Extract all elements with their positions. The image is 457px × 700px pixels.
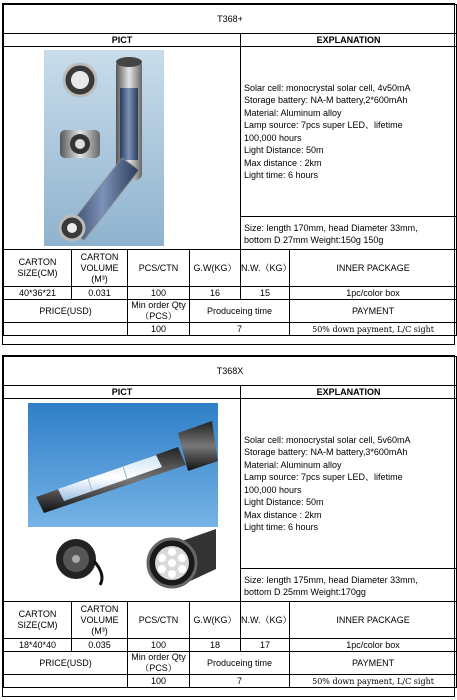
size-line-2: bottom D 25mm Weight:170gg — [244, 587, 366, 597]
carton-volume-value: 0.035 — [72, 639, 128, 652]
explanation-specs — [241, 399, 456, 569]
carton-size-value: 40*36*21 — [4, 287, 72, 300]
flashlight-led-photo — [138, 529, 216, 591]
product-picture-cell — [4, 399, 241, 602]
spec-lifetime: 100,000 hours — [244, 132, 302, 143]
product-sheet-t368-plus — [2, 3, 455, 345]
explanation-specs — [241, 47, 456, 217]
pcs-ctn-value: 100 — [128, 287, 190, 300]
pict-header: PICT — [4, 34, 241, 47]
payment-value: 50% down payment, L/C sight — [290, 675, 457, 688]
inner-package-value: 1pc/color box — [290, 287, 457, 300]
gross-weight-value: 18 — [190, 639, 241, 652]
inner-package-value: 1pc/color box — [290, 639, 457, 652]
spec-light-time: Light time: 6 hours — [244, 170, 319, 180]
pict-header: PICT — [4, 386, 241, 399]
payment-header: PAYMENT — [290, 300, 457, 323]
payment-value: 50% down payment, L/C sight — [290, 323, 457, 336]
product-title: T368X — [4, 357, 457, 386]
pcs-ctn-value: 100 — [128, 639, 190, 652]
payment-header: PAYMENT — [290, 652, 457, 675]
price-header: PRICE(USD) — [4, 652, 128, 675]
pcs-ctn-header: PCS/CTN — [128, 602, 190, 639]
product-sheet-t368x — [2, 355, 455, 697]
carton-size-header: CARTON SIZE(CM) — [4, 250, 72, 287]
size-line-1: Size: length 175mm, head Diameter 33mm, — [244, 575, 418, 585]
size-line-2: bottom D 27mm Weight:150g 150g — [244, 235, 384, 245]
spec-light-distance: Light Distance: 50m — [244, 497, 324, 507]
size-line-1: Size: length 170mm, head Diameter 33mm, — [244, 223, 418, 233]
flashlight-front-photo — [44, 531, 114, 587]
producing-time-value: 7 — [190, 675, 290, 688]
price-value — [4, 675, 128, 688]
spec-storage-battery: Storage battery: NA-M battery,3*600mAh — [244, 447, 408, 457]
carton-size-header: CARTON SIZE(CM) — [4, 602, 72, 639]
product-picture-cell — [4, 47, 241, 250]
spec-solar-cell: Solar cell: monocrystal solar cell, 5v60mA — [244, 434, 411, 445]
size-spec — [241, 217, 456, 249]
price-header: PRICE(USD) — [4, 300, 128, 323]
producing-time-value: 7 — [190, 323, 290, 336]
net-weight-header: N.W.（KG） — [241, 250, 290, 287]
spec-material: Material: Aluminum alloy — [244, 107, 342, 118]
explanation-header: EXPLANATION — [241, 34, 457, 47]
flashlight-photo — [28, 403, 218, 527]
spec-light-distance: Light Distance: 50m — [244, 145, 324, 155]
spec-light-time: Light time: 6 hours — [244, 522, 319, 532]
net-weight-value: 17 — [241, 639, 290, 652]
carton-volume-header: CARTON VOLUME (M³) — [72, 602, 128, 639]
producing-time-header: Produceing time — [190, 652, 290, 675]
explanation-cell — [241, 47, 457, 250]
min-order-value: 100 — [128, 323, 190, 336]
net-weight-header: N.W.（KG） — [241, 602, 290, 639]
spec-max-distance: Max distance : 2km — [244, 157, 322, 168]
producing-time-header: Produceing time — [190, 300, 290, 323]
explanation-cell — [241, 399, 457, 602]
spec-storage-battery: Storage battery: NA-M battery,2*600mAh — [244, 95, 408, 105]
product-title: T368+ — [4, 5, 457, 34]
net-weight-value: 15 — [241, 287, 290, 300]
min-order-value: 100 — [128, 675, 190, 688]
pcs-ctn-header: PCS/CTN — [128, 250, 190, 287]
min-order-header: Min order Qty（PCS） — [128, 652, 190, 675]
min-order-header: Min order Qty（PCS） — [128, 300, 190, 323]
gross-weight-header: G.W(KG） — [190, 602, 241, 639]
gross-weight-header: G.W(KG） — [190, 250, 241, 287]
flashlight-photo — [44, 50, 164, 246]
spec-max-distance: Max distance : 2km — [244, 509, 322, 520]
carton-size-value: 18*40*40 — [4, 639, 72, 652]
explanation-header: EXPLANATION — [241, 386, 457, 399]
spec-lifetime: 100,000 hours — [244, 484, 302, 495]
size-spec — [241, 569, 456, 601]
spec-table — [3, 4, 457, 336]
carton-volume-header: CARTON VOLUME (M³) — [72, 250, 128, 287]
spec-table — [3, 356, 457, 688]
inner-package-header: INNER PACKAGE — [290, 602, 457, 639]
inner-package-header: INNER PACKAGE — [290, 250, 457, 287]
gross-weight-value: 16 — [190, 287, 241, 300]
spec-lamp-source: Lamp source: 7pcs super LED、lifetime — [244, 120, 403, 130]
carton-volume-value: 0.031 — [72, 287, 128, 300]
spec-material: Material: Aluminum alloy — [244, 459, 342, 470]
spec-solar-cell: Solar cell: monocrystal solar cell, 4v50mA — [244, 82, 411, 93]
spec-lamp-source: Lamp source: 7pcs super LED、lifetime — [244, 472, 403, 482]
price-value — [4, 323, 128, 336]
